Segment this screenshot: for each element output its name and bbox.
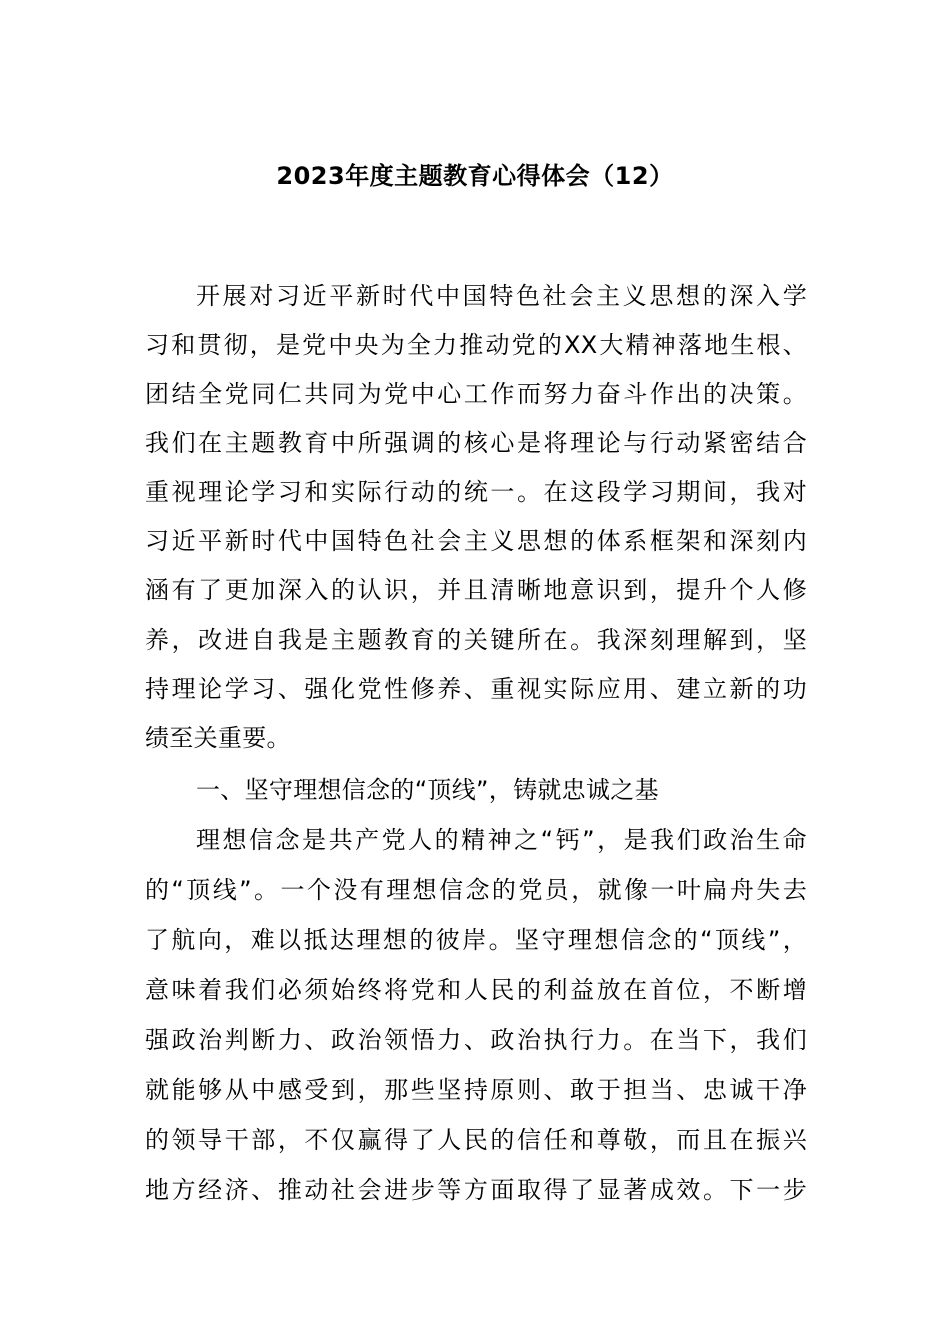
- paragraph-line: 开展对习近平新时代中国特色社会主义思想的深入学: [196, 282, 807, 310]
- paragraph-line: 涵有了更加深入的认识，并且清晰地意识到，提升个人修: [145, 576, 807, 604]
- paragraph-line: 养，改进自我是主题教育的关键所在。我深刻理解到，坚: [145, 626, 807, 654]
- paragraph-line: 习近平新时代中国特色社会主义思想的体系框架和深刻内: [145, 527, 807, 555]
- document-title: 2023年度主题教育心得体会（12）: [276, 162, 674, 190]
- paragraph-line: 绩至关重要。: [145, 724, 291, 752]
- paragraph-line: 习和贯彻，是党中央为全力推动党的XX大精神落地生根、: [145, 331, 807, 359]
- section-heading: 一、坚守理想信念的“顶线”，铸就忠诚之基: [196, 776, 659, 804]
- paragraph-line: 的“顶线”。一个没有理想信念的党员，就像一叶扁舟失去: [145, 876, 807, 904]
- paragraph-line: 理想信念是共产党人的精神之“钙”，是我们政治生命: [196, 826, 807, 854]
- paragraph-line: 团结全党同仁共同为党中心工作而努力奋斗作出的决策。: [145, 380, 807, 408]
- paragraph-line: 地方经济、推动社会进步等方面取得了显著成效。下一步: [145, 1176, 807, 1204]
- paragraph-line: 我们在主题教育中所强调的核心是将理论与行动紧密结合: [145, 429, 807, 457]
- paragraph-line: 就能够从中感受到，那些坚持原则、敢于担当、忠诚干净: [145, 1076, 807, 1104]
- paragraph-line: 了航向，难以抵达理想的彼岸。坚守理想信念的“顶线”，: [145, 926, 807, 954]
- paragraph-line: 意味着我们必须始终将党和人民的利益放在首位，不断增: [145, 976, 807, 1004]
- paragraph-line: 持理论学习、强化党性修养、重视实际应用、建立新的功: [145, 675, 807, 703]
- paragraph-line: 重视理论学习和实际行动的统一。在这段学习期间，我对: [145, 478, 807, 506]
- paragraph-line: 强政治判断力、政治领悟力、政治执行力。在当下，我们: [145, 1026, 807, 1054]
- paragraph-line: 的领导干部，不仅赢得了人民的信任和尊敬，而且在振兴: [145, 1126, 807, 1154]
